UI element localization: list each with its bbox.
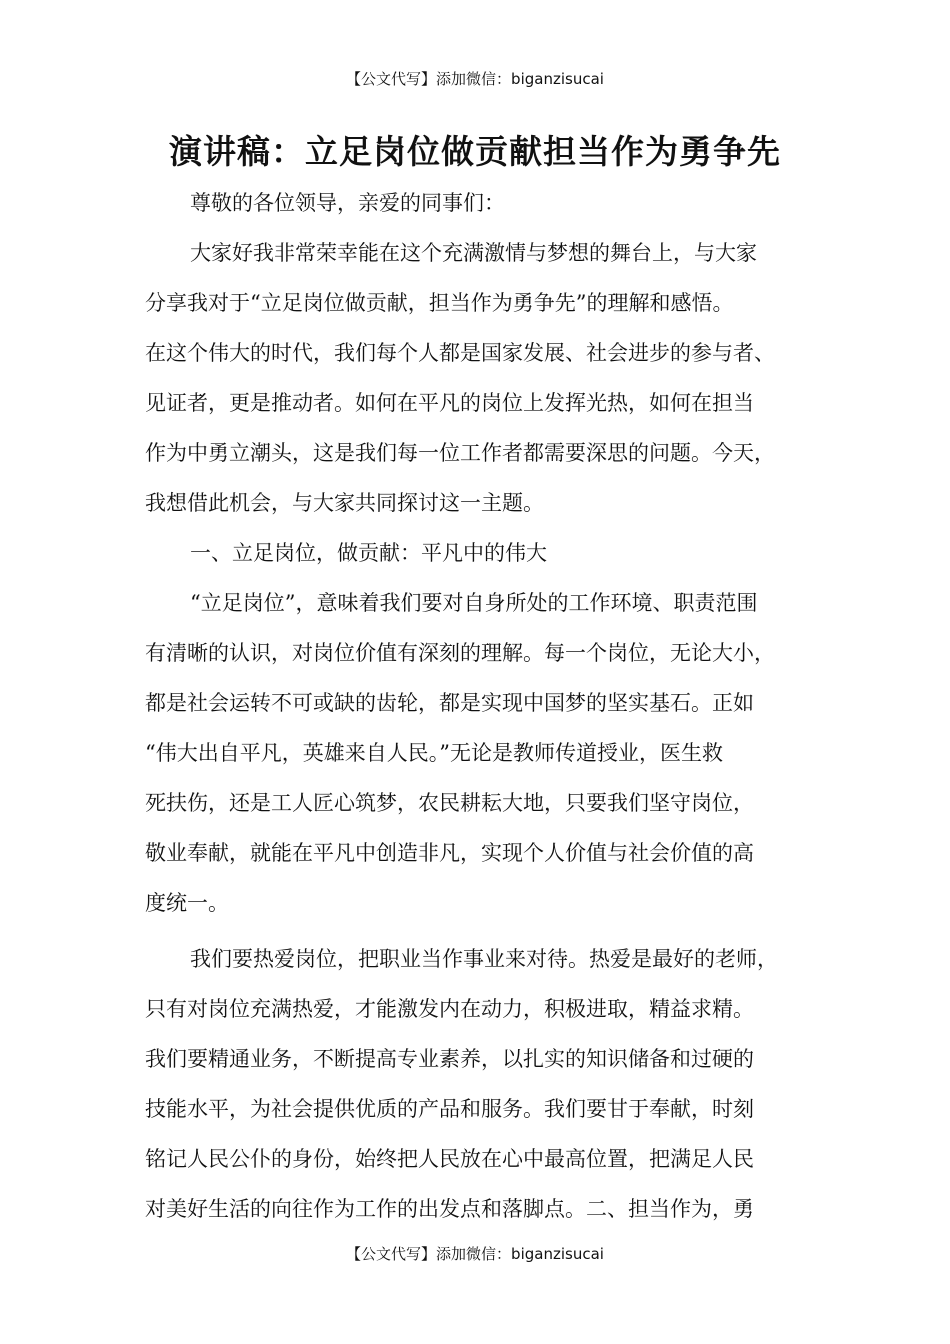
paragraph-line: 都是社会运转不可或缺的齿轮，都是实现中国梦的坚实基石。正如 xyxy=(145,691,754,715)
salutation-line: 尊敬的各位领导，亲爱的同事们： xyxy=(190,191,505,215)
page-header: 【公文代写】添加微信：biganzisucai xyxy=(346,70,604,88)
paragraph-line: 只有对岗位充满热爱，才能激发内在动力，积极进取，精益求精。 xyxy=(145,997,754,1021)
document-title: 演讲稿：立足岗位做贡献担当作为勇争先 xyxy=(169,132,781,171)
paragraph-line: 敬业奉献，就能在平凡中创造非凡，实现个人价值与社会价值的高 xyxy=(145,841,754,865)
paragraph-line: 度统一。 xyxy=(145,891,229,915)
section-heading: 一、立足岗位，做贡献：平凡中的伟大 xyxy=(190,541,547,565)
paragraph-line: 我想借此机会，与大家共同探讨这一主题。 xyxy=(145,491,544,515)
paragraph-line: 铭记人民公仆的身份，始终把人民放在心中最高位置，把满足人民 xyxy=(145,1147,754,1171)
document-body xyxy=(145,178,821,1234)
paragraph-line: 见证者，更是推动者。如何在平凡的岗位上发挥光热，如何在担当 xyxy=(145,391,754,415)
page-footer: 【公文代写】添加微信：biganzisucai xyxy=(346,1245,604,1263)
paragraph-line: 在这个伟大的时代，我们每个人都是国家发展、社会进步的参与者、 xyxy=(145,341,775,365)
paragraph-line: 我们要热爱岗位，把职业当作事业来对待。热爱是最好的老师， xyxy=(190,947,778,971)
paragraph-line: 作为中勇立潮头，这是我们每一位工作者都需要深思的问题。今天， xyxy=(145,441,775,465)
paragraph-line: 技能水平，为社会提供优质的产品和服务。我们要甘于奉献，时刻 xyxy=(145,1097,754,1121)
paragraph-line: 大家好我非常荣幸能在这个充满激情与梦想的舞台上，与大家 xyxy=(190,241,757,265)
paragraph-line: 有清晰的认识，对岗位价值有深刻的理解。每一个岗位，无论大小， xyxy=(145,641,775,665)
paragraph-line: 我们要精通业务，不断提高专业素养，以扎实的知识储备和过硬的 xyxy=(145,1047,754,1071)
paragraph-line: 死扶伤，还是工人匠心筑梦，农民耕耘大地，只要我们坚守岗位， xyxy=(145,791,754,815)
paragraph-line: “伟大出自平凡，英雄来自人民。”无论是教师传道授业，医生救 xyxy=(145,741,723,765)
paragraph-line: 分享我对于“立足岗位做贡献，担当作为勇争先”的理解和感悟。 xyxy=(145,291,734,315)
paragraph-line: 对美好生活的向往作为工作的出发点和落脚点。二、担当作为，勇 xyxy=(145,1197,754,1221)
paragraph-line: “立足岗位”，意味着我们要对自身所处的工作环境、职责范围 xyxy=(190,591,758,615)
